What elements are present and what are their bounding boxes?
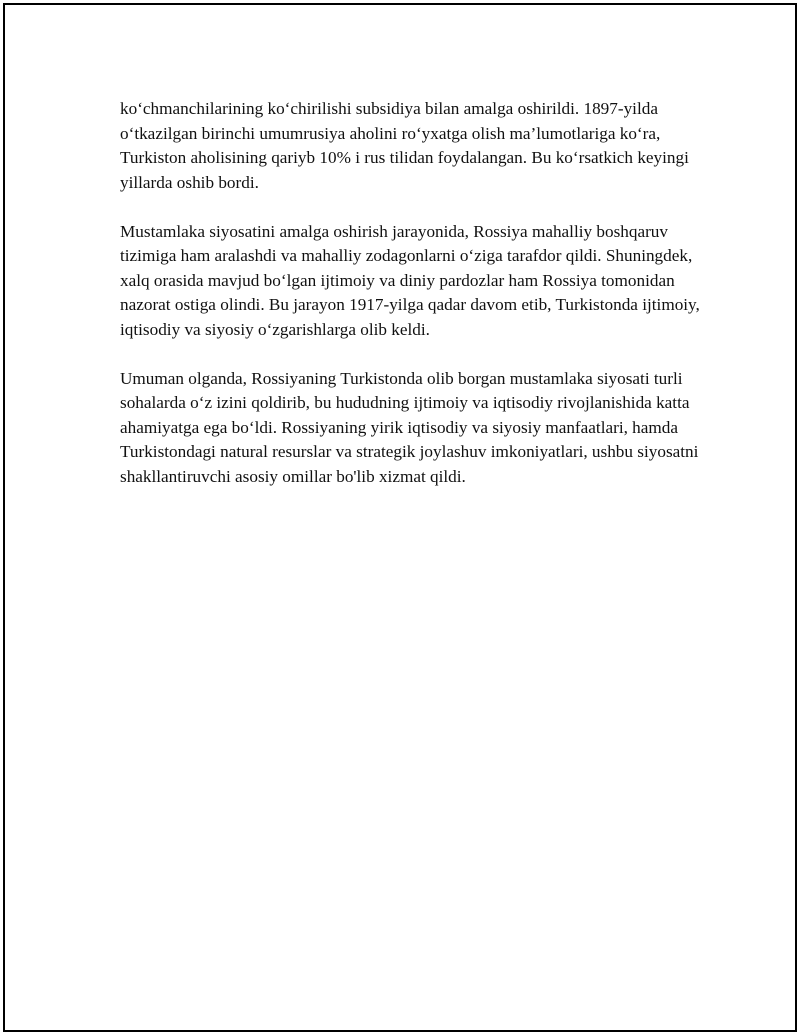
document-page — [3, 3, 797, 1032]
paragraph-3: Umuman olganda, Rossiyaning Turkistonda olib borgan mustamlaka siyosati turli sohalarda o‘z izini qoldirib, bu hududning ijtimoiy va iqtisodiy rivojlanishida katta ahamiyatga ega bo‘ldi. Rossiyaning yirik iqtisodiy va siyosiy manfaatlari, hamda Turkistondagi natural resurslar va strategik joylashuv imkoniyatlari, ushbu siyosatni shakllantiruvchi asosiy omillar bo'lib xizmat qildi. — [120, 368, 699, 486]
document-body — [120, 97, 700, 514]
paragraph-1: ko‘chmanchilarining ko‘chirilishi subsidiya bilan amalga oshirildi. 1897-yilda o‘tkazilgan birinchi umumrusiya aholini ro‘yxatga olish ma’lumotlariga ko‘ra, Turkiston aholisining qariyb 10% i rus tilidan foydalangan. Bu ko‘rsatkich keyingi yillarda oshib bordi. — [120, 99, 689, 192]
paragraph-2: Mustamlaka siyosatini amalga oshirish jarayonida, Rossiya mahalliy boshqaruv tizimiga ham aralashdi va mahalliy zodagonlarni o‘ziga tarafdor qildi. Shuningdek, xalq orasida mavjud bo‘lgan ijtimoiy va diniy pardozlar ham Rossiya tomonidan nazorat ostiga olindi. Bu jarayon 1917-yilga qadar davom etib, Turkistonda ijtimoiy, iqtisodiy va siyosiy o‘zgarishlarga olib keldi. — [120, 221, 700, 339]
